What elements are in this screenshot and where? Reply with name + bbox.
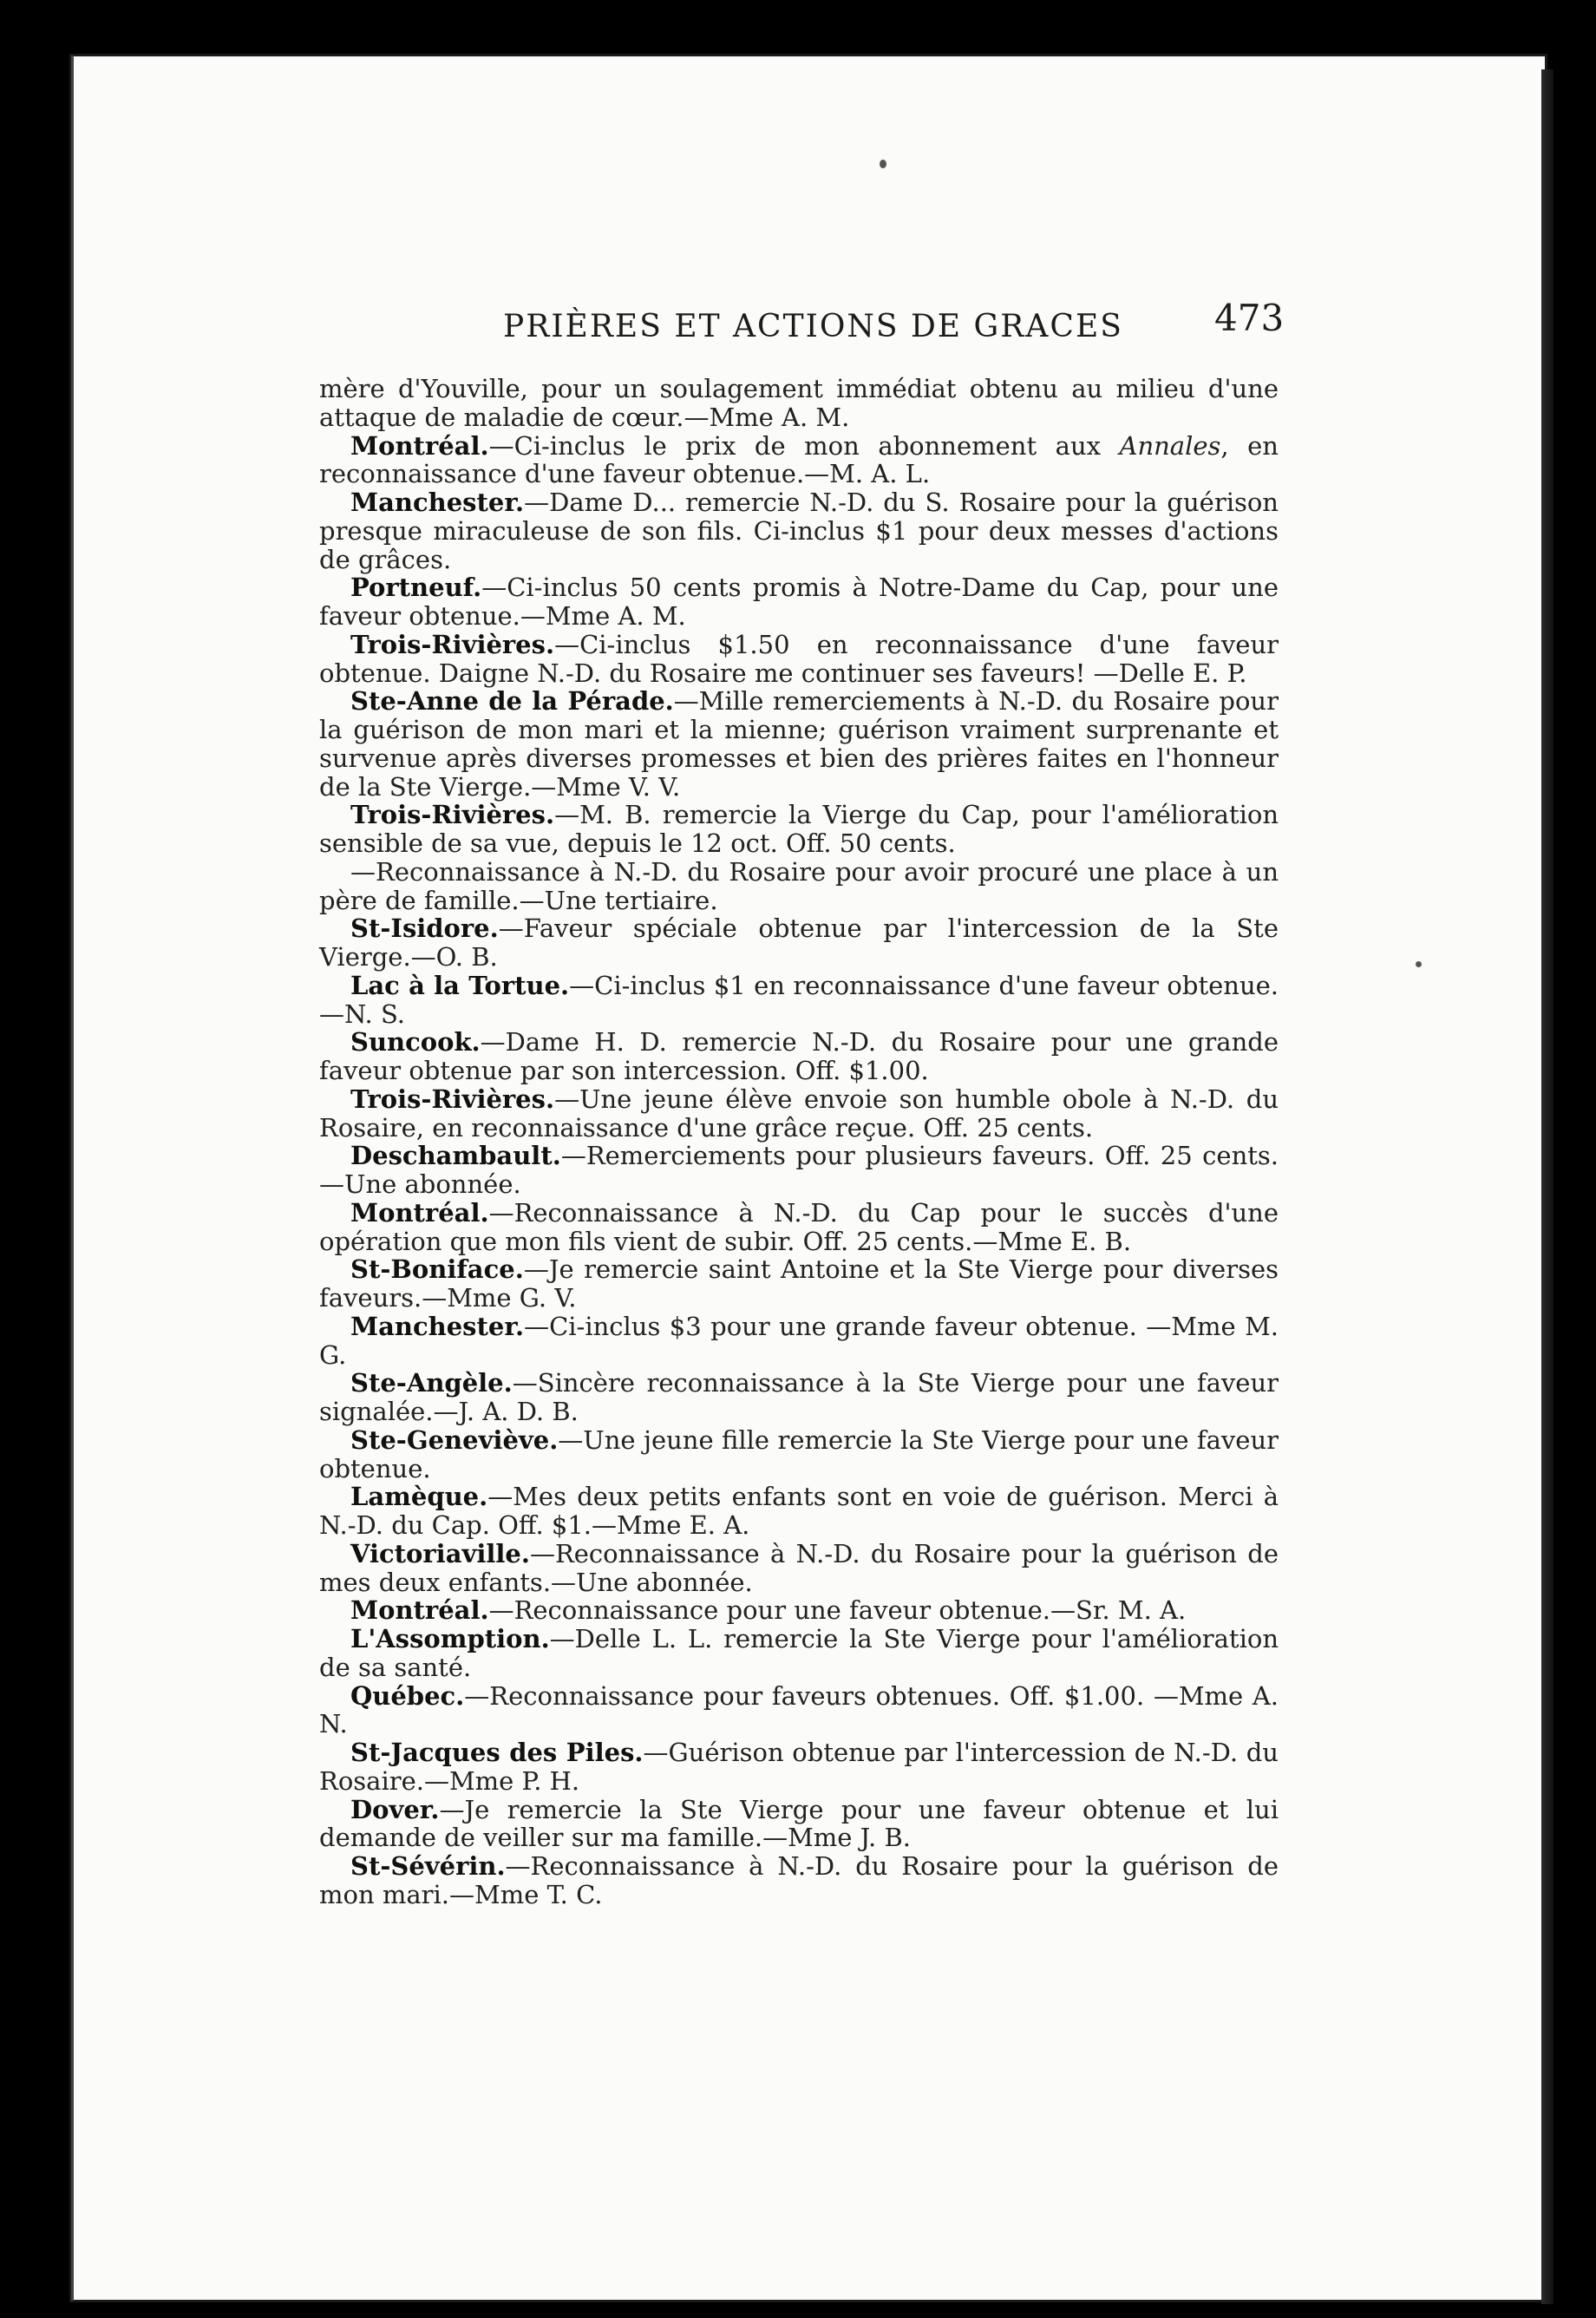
entry-text: mère d'Youville, pour un soulagement immédiat obtenu au milieu d'une attaque de maladie de cœur.—Mme A. M. [319, 374, 1279, 432]
entry [319, 801, 1279, 858]
entry-text: —Une jeune fille remercie la Ste Vierge pour une faveur obtenue. [319, 1424, 1279, 1483]
entry [319, 432, 1279, 489]
entry-text: —Reconnaissance à N.-D. du Rosaire pour la guérison de mes deux enfants.—Une abonnée. [319, 1538, 1279, 1597]
entry [319, 858, 1279, 915]
entry [319, 375, 1279, 432]
entry-text: —Delle L. L. remercie la Ste Vierge pour l'amélioration de sa santé. [319, 1624, 1279, 1682]
entry-place: Suncook. [350, 1027, 481, 1058]
entry [319, 1085, 1279, 1143]
entry-place: Deschambault. [350, 1141, 561, 1171]
entry-place: Lac à la Tortue. [350, 970, 570, 1000]
entry-text: —Je remercie saint Antoine et la Ste Vierge pour diverses faveurs.—Mme G. V. [319, 1254, 1279, 1313]
entry [319, 1142, 1279, 1199]
entry-text: —Ci-inclus $1.50 en reconnaissance d'une faveur obtenue. Daigne N.-D. du Rosaire me continuer ses faveurs! —Delle E. P. [319, 629, 1279, 688]
entry [319, 1596, 1279, 1625]
entry-place: Montréal. [350, 1595, 489, 1626]
speck-mark [1416, 961, 1422, 967]
entry-text: —Guérison obtenue par l'intercession de N.-D. du Rosaire.—Mme P. H. [319, 1738, 1279, 1796]
entry-place: St-Jacques des Piles. [350, 1738, 644, 1767]
journal-title: Annales [1119, 430, 1221, 461]
entry-text: —Reconnaissance à N.-D. du Rosaire pour la guérison de mon mari.—Mme T. C. [319, 1851, 1279, 1909]
entry [319, 1738, 1279, 1796]
entry-place: Victoriaville. [350, 1538, 530, 1568]
entry-text: —M. B. remercie la Vierge du Cap, pour l'amélioration sensible de sa vue, depuis le 12 oct. Off. 50 cents. [319, 800, 1279, 858]
entry-text: —Mille remerciements à N.-D. du Rosaire pour la guérison de mon mari et la mienne; guérison vraiment surprenante et survenue après diverses promesses et bien des prières faites en l'honneur de la Ste Vierge.—Mme V. V. [319, 686, 1279, 802]
entry [319, 573, 1279, 631]
entry-place: Manchester. [350, 1311, 525, 1341]
entry [319, 1682, 1279, 1739]
entry-place: Manchester. [350, 488, 525, 517]
entry-text: —Faveur spéciale obtenue par l'intercession de la Ste Vierge.—O. B. [319, 913, 1279, 972]
entry-text: —Je remercie la Ste Vierge pour une faveur obtenue et lui demande de veiller sur ma famille.—Mme J. B. [319, 1794, 1279, 1853]
page-spine [71, 56, 74, 2301]
entry-text: —Sincère reconnaissance à la Ste Vierge pour une faveur signalée.—J. A. D. B. [319, 1368, 1279, 1426]
entry-text: —Ci-inclus 50 cents promis à Notre-Dame du Cap, pour une faveur obtenue.—Mme A. M. [319, 573, 1279, 631]
entry-text: —Reconnaissance pour une faveur obtenue.—Sr. M. A. [488, 1595, 1187, 1626]
running-title: PRIÈRES ET ACTIONS DE GRACES [503, 309, 1123, 344]
entry [319, 1426, 1279, 1483]
entry-text: —Reconnaissance à N.-D. du Cap pour le succès d'une opération que mon fils vient de subir. Off. 25 cents.—Mme E. B. [319, 1197, 1279, 1256]
page-number: 473 [1214, 297, 1285, 339]
entry-place: Ste-Anne de la Pérade. [350, 686, 674, 717]
body-text [319, 375, 1279, 1909]
entry-text: —Dame D... remercie N.-D. du S. Rosaire pour la guérison presque miraculeuse de son fils. Ci-inclus $1 pour deux messes d'actions de grâces. [319, 488, 1279, 574]
entry-place: Ste-Geneviève. [350, 1424, 559, 1455]
entry-place: Québec. [350, 1680, 465, 1711]
entry-place: Trois-Rivières. [350, 1084, 555, 1114]
entry-place: Trois-Rivières. [350, 800, 555, 830]
entry [319, 1313, 1279, 1370]
entry [319, 1028, 1279, 1085]
entry-text: —Ci-inclus le prix de mon abonnement aux Annales, en reconnaissance d'une faveur obtenue.—M. A. L. [319, 430, 1279, 489]
entry-text: —Mes deux petits enfants sont en voie de guérison. Merci à N.-D. du Cap. Off. $1.—Mme E. A. [319, 1482, 1279, 1540]
entry-place: Trois-Rivières. [350, 629, 555, 659]
entry [319, 488, 1279, 573]
entry-place: Montréal. [350, 430, 489, 461]
entry-text: —Ci-inclus $3 pour une grande faveur obtenue. —Mme M. G. [319, 1311, 1279, 1370]
entry [319, 1625, 1279, 1682]
entry-text: —Reconnaissance à N.-D. du Rosaire pour avoir procuré une place à un père de famille.—Une tertiaire. [319, 856, 1279, 915]
entry-place: Dover. [350, 1794, 440, 1824]
entry-place: St-Sévérin. [350, 1851, 506, 1881]
entry-text: —Une jeune élève envoie son humble obole à N.-D. du Rosaire, en reconnaissance d'une grâce reçue. Off. 25 cents. [319, 1084, 1279, 1143]
entry [319, 972, 1279, 1029]
entry-place: Ste-Angèle. [350, 1368, 513, 1398]
entry-place: Portneuf. [350, 573, 482, 603]
entry [319, 1369, 1279, 1426]
entry-place: Montréal. [350, 1197, 489, 1228]
entry-text: —Dame H. D. remercie N.-D. du Rosaire pour une grande faveur obtenue par son intercession. Off. $1.00. [319, 1027, 1279, 1085]
entry [319, 1483, 1279, 1540]
entry [319, 914, 1279, 972]
entry-place: St-Boniface. [350, 1254, 524, 1285]
entry [319, 631, 1279, 688]
entry [319, 1255, 1279, 1313]
entry-place: Lamèque. [350, 1482, 488, 1512]
entry-text: —Ci-inclus $1 en reconnaissance d'une faveur obtenue.—N. S. [319, 970, 1279, 1029]
entry-text: —Reconnaissance pour faveurs obtenues. Off. $1.00. —Mme A. N. [319, 1680, 1279, 1739]
entry [319, 687, 1279, 801]
entry [319, 1796, 1279, 1853]
entry [319, 1199, 1279, 1256]
entry-place: St-Isidore. [350, 913, 499, 944]
entry-place: L'Assomption. [350, 1624, 550, 1653]
entry [319, 1852, 1279, 1909]
entry [319, 1540, 1279, 1597]
page-edge [1541, 69, 1553, 2304]
entry-text: —Remerciements pour plusieurs faveurs. Off. 25 cents.—Une abonnée. [319, 1141, 1279, 1199]
speck-mark [880, 160, 886, 168]
